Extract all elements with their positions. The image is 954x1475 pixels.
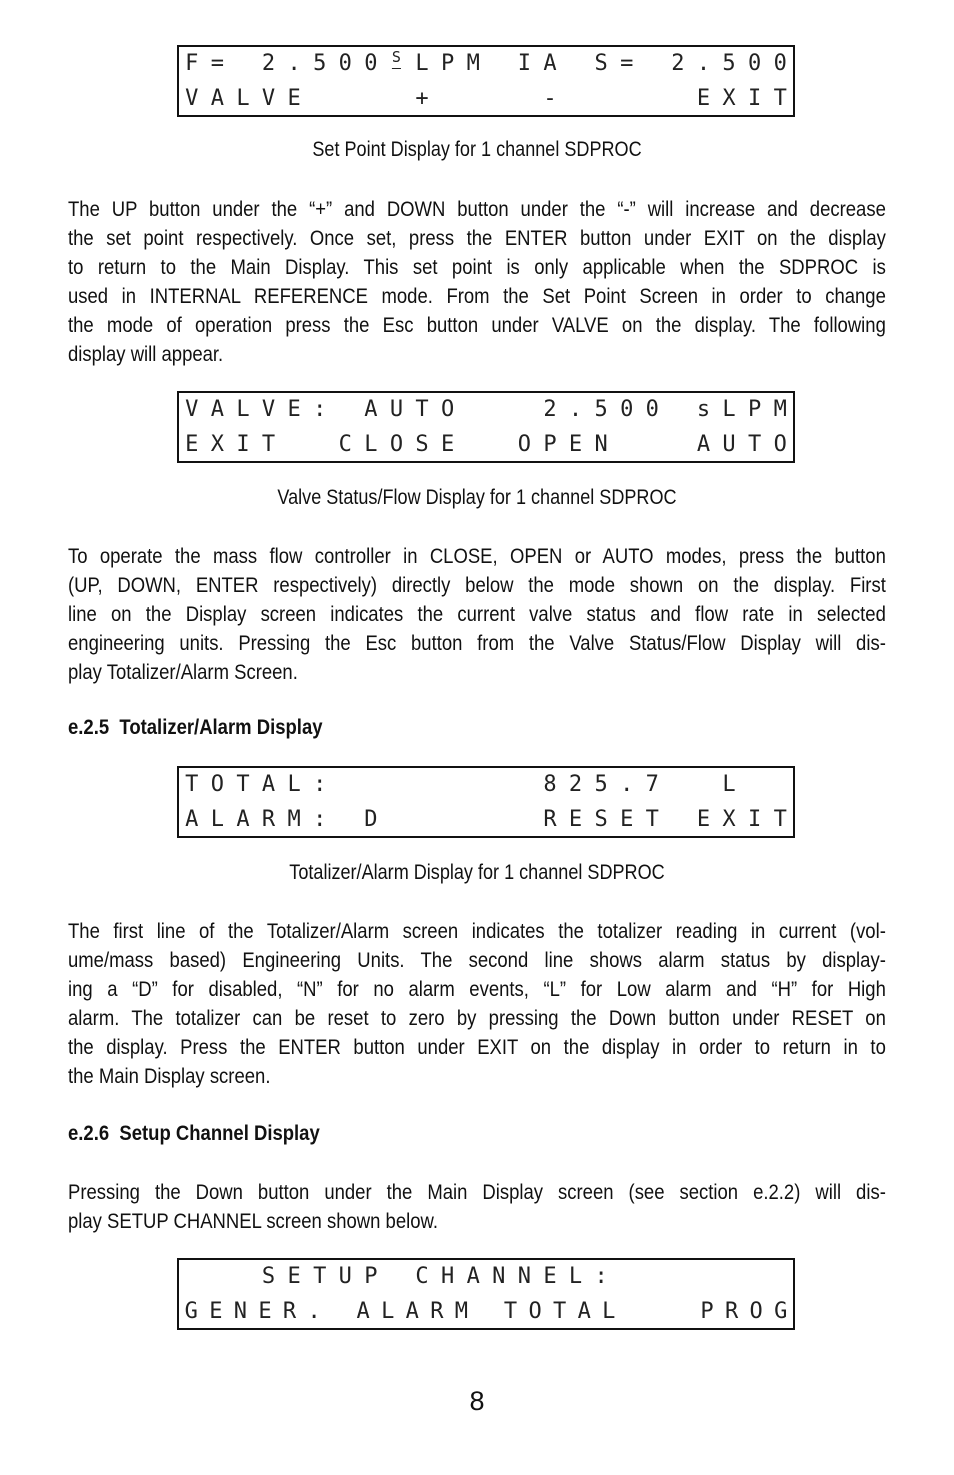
- lcd-char: -: [543, 86, 557, 111]
- lcd-char: P: [747, 397, 762, 422]
- section-heading-setup-channel: e.2.6 Setup Channel Display: [68, 1121, 320, 1145]
- lcd-char: 5: [594, 397, 608, 422]
- lcd-char: V: [261, 397, 276, 422]
- lcd-char: T: [313, 1264, 327, 1289]
- lcd-char: T: [553, 1299, 567, 1324]
- lcd-char: G: [184, 1299, 198, 1324]
- lcd-char: S: [261, 1264, 276, 1289]
- lcd-char: [665, 428, 691, 462]
- lcd-char: [691, 768, 717, 802]
- lcd-char: E: [209, 1299, 223, 1324]
- lcd-char: 2: [261, 51, 276, 76]
- lcd-row-1: [179, 1260, 793, 1294]
- lcd-char: E: [287, 1264, 301, 1289]
- lcd-char: V: [261, 86, 276, 111]
- lcd-char: [563, 82, 589, 116]
- lcd-char: R: [724, 1299, 739, 1324]
- lcd-char: 2: [543, 397, 557, 422]
- lcd-char: C: [415, 1264, 429, 1289]
- lcd-char: A: [577, 1299, 591, 1324]
- lcd-row-2: [179, 1295, 793, 1329]
- lcd-char: 8: [543, 772, 557, 797]
- lcd-char: .: [287, 51, 301, 76]
- lcd-char: [640, 428, 666, 462]
- lcd-char: [384, 768, 410, 802]
- lcd-char: =: [620, 51, 634, 76]
- lcd-char: T: [747, 432, 762, 457]
- lcd-char: .: [696, 51, 711, 76]
- lcd-char: C: [338, 432, 352, 457]
- lcd-char: E: [287, 397, 301, 422]
- lcd-char: .: [568, 397, 583, 422]
- lcd-char: E: [185, 432, 199, 457]
- lcd-row-1: [179, 393, 793, 427]
- lcd-char: L: [287, 772, 301, 797]
- lcd-char: :: [313, 807, 327, 832]
- lcd-char: [665, 393, 691, 427]
- lcd-char: D: [364, 807, 378, 832]
- lcd-char: [333, 803, 359, 837]
- lcd-char: T: [415, 397, 429, 422]
- lcd-char: H: [440, 1264, 455, 1289]
- paragraph-line: used in INTERNAL REFERENCE mode. From the Set Point Screen in order to change: [68, 284, 886, 308]
- lcd-char: [512, 393, 538, 427]
- totalizer-alarm-caption: Totalizer/Alarm Display for 1 channel SDPROC: [289, 861, 665, 884]
- lcd-char: T: [773, 807, 787, 832]
- lcd-char: P: [700, 1299, 714, 1324]
- lcd-char: S: [415, 432, 429, 457]
- lcd-char: E: [287, 86, 301, 111]
- lcd-char: [614, 82, 640, 116]
- lcd-char: L: [381, 1299, 395, 1324]
- lcd-char: 0: [338, 51, 352, 76]
- lcd-char: [409, 803, 435, 837]
- lcd-char: [409, 768, 435, 802]
- lcd-char: F: [185, 51, 199, 76]
- lcd-char: A: [356, 1299, 370, 1324]
- paragraph-line: alarm. The totalizer can be reset to zero by pressing the Down button under RESET on: [68, 1006, 886, 1030]
- lcd-char: P: [543, 432, 557, 457]
- lcd-char: T: [645, 807, 659, 832]
- lcd-char: R: [543, 807, 557, 832]
- paragraph-line: play SETUP CHANNEL screen shown below.: [68, 1209, 438, 1233]
- paragraph-line: The UP button under the “+” and DOWN button under the “-” will increase and decrease: [68, 197, 886, 221]
- lcd-char: A: [466, 1264, 480, 1289]
- lcd-char: S: [594, 807, 608, 832]
- lcd-char: s: [696, 397, 711, 422]
- set-point-caption: Set Point Display for 1 channel SDPROC: [312, 138, 642, 161]
- lcd-char: [512, 82, 538, 116]
- lcd-row-2: [179, 82, 793, 116]
- lcd-char: [665, 768, 691, 802]
- lcd-char: O: [517, 432, 531, 457]
- lcd-char: [460, 393, 486, 427]
- lcd-char: [614, 1260, 640, 1294]
- paragraph-line: To operate the mass flow controller in CLOSE, OPEN or AUTO modes, press the button: [68, 544, 886, 568]
- lcd-char: [621, 1295, 646, 1329]
- lcd-char: [486, 428, 512, 462]
- totalizer-alarm-lcd: [177, 766, 795, 838]
- lcd-char: T: [261, 432, 276, 457]
- lcd-char: [384, 82, 410, 116]
- lcd-char: [640, 82, 666, 116]
- lcd-char: L: [210, 807, 224, 832]
- lcd-char: [333, 82, 359, 116]
- lcd-row-2: [179, 803, 793, 837]
- lcd-char: [460, 768, 486, 802]
- lcd-char: [460, 82, 486, 116]
- lcd-char: U: [389, 397, 404, 422]
- paragraph-line: Pressing the Down button under the Main Display screen (see section e.2.2) will dis-: [68, 1180, 886, 1204]
- lcd-char: 5: [313, 51, 327, 76]
- lcd-char: L: [415, 51, 429, 76]
- lcd-char: S: [391, 48, 401, 66]
- lcd-char: N: [594, 432, 608, 457]
- paragraph-line: engineering units. Pressing the Esc button from the Valve Status/Flow Display will dis-: [68, 631, 886, 655]
- lcd-char: [333, 768, 359, 802]
- lcd-char: O: [389, 432, 404, 457]
- lcd-char: E: [258, 1299, 272, 1324]
- lcd-char: X: [722, 807, 736, 832]
- paragraph-line: the set point respectively. Once set, press the ENTER button under EXIT on the display: [68, 226, 886, 250]
- lcd-char: V: [185, 397, 199, 422]
- set-point-lcd: [177, 45, 795, 117]
- lcd-char: A: [405, 1299, 419, 1324]
- lcd-char: [358, 768, 384, 802]
- paragraph-line: play Totalizer/Alarm Screen.: [68, 660, 298, 684]
- lcd-char: [767, 1260, 793, 1294]
- lcd-char: [640, 47, 666, 81]
- paragraph-setup-channel: [68, 1178, 886, 1236]
- lcd-char: :: [313, 772, 327, 797]
- lcd-char: A: [364, 397, 378, 422]
- lcd-char: [460, 428, 486, 462]
- paragraph-set-point: [68, 195, 886, 369]
- lcd-char: A: [261, 772, 276, 797]
- lcd-char: 0: [620, 397, 634, 422]
- lcd-char: 5: [594, 772, 608, 797]
- paragraph-line: display will appear.: [68, 342, 224, 366]
- lcd-char: [670, 1295, 695, 1329]
- lcd-char: [307, 428, 333, 462]
- lcd-char: [742, 1260, 768, 1294]
- paragraph-line: ume/mass based) Engineering Units. The second line shows alarm status by display-: [68, 948, 886, 972]
- lcd-char: [333, 393, 359, 427]
- lcd-char: P: [364, 1264, 378, 1289]
- lcd-row-1: [179, 47, 793, 81]
- lcd-char: L: [364, 432, 378, 457]
- lcd-char: O: [440, 397, 455, 422]
- lcd-char: O: [528, 1299, 542, 1324]
- lcd-char: 0: [773, 51, 787, 76]
- lcd-char: I: [747, 86, 762, 111]
- lcd-char: P: [440, 51, 455, 76]
- paragraph-line: (UP, DOWN, ENTER respectively) directly below the mode shown on the display. First: [68, 573, 886, 597]
- lcd-char: .: [620, 772, 634, 797]
- lcd-char: E: [568, 432, 583, 457]
- lcd-char: L: [236, 397, 250, 422]
- paragraph-line: The first line of the Totalizer/Alarm screen indicates the totalizer reading in current (vol-: [68, 919, 886, 943]
- lcd-char: [281, 428, 307, 462]
- lcd-char: N: [517, 1264, 531, 1289]
- lcd-char: E: [543, 1264, 557, 1289]
- lcd-char: [716, 1260, 742, 1294]
- lcd-char: [665, 1260, 691, 1294]
- valve-status-caption: Valve Status/Flow Display for 1 channel SDPROC: [277, 486, 677, 509]
- lcd-char: I: [517, 51, 531, 76]
- lcd-char: [205, 1260, 231, 1294]
- paragraph-line: ing a “D” for disabled, “N” for no alarm events, “L” for Low alarm and “H” for High: [68, 977, 886, 1001]
- lcd-char: O: [773, 432, 787, 457]
- lcd-char: [460, 803, 486, 837]
- section-heading-totalizer: e.2.5 Totalizer/Alarm Display: [68, 715, 323, 739]
- lcd-char: T: [503, 1299, 518, 1324]
- lcd-char: [665, 82, 691, 116]
- lcd-char: N: [492, 1264, 506, 1289]
- lcd-char: V: [185, 86, 199, 111]
- lcd-char: M: [454, 1299, 469, 1324]
- lcd-char: [614, 428, 640, 462]
- lcd-char: A: [210, 397, 224, 422]
- lcd-char: [435, 82, 461, 116]
- lcd-char: X: [722, 86, 736, 111]
- lcd-char: [767, 768, 793, 802]
- lcd-char: E: [568, 807, 583, 832]
- lcd-char: A: [543, 51, 557, 76]
- lcd-char: L: [602, 1299, 616, 1324]
- paragraph-totalizer: [68, 917, 886, 1091]
- lcd-char: [563, 47, 589, 81]
- lcd-char: A: [236, 807, 250, 832]
- lcd-char: [486, 82, 512, 116]
- lcd-char: T: [236, 772, 250, 797]
- lcd-char: S: [594, 51, 608, 76]
- lcd-char: [512, 803, 538, 837]
- paragraph-valve-modes: [68, 542, 886, 687]
- lcd-char: 5: [722, 51, 736, 76]
- lcd-char: O: [749, 1299, 763, 1324]
- lcd-char: [665, 803, 691, 837]
- lcd-char: .: [307, 1299, 321, 1324]
- lcd-char: [512, 768, 538, 802]
- lcd-char: [486, 803, 512, 837]
- lcd-char: [742, 768, 768, 802]
- lcd-char: M: [773, 397, 787, 422]
- lcd-row-2: [179, 428, 793, 462]
- lcd-char: R: [282, 1299, 297, 1324]
- paragraph-line: the display. Press the ENTER button under EXIT on the display in order to return in to: [68, 1035, 886, 1059]
- lcd-char: O: [210, 772, 224, 797]
- lcd-char: [307, 82, 333, 116]
- lcd-char: L: [722, 772, 736, 797]
- lcd-char: [435, 768, 461, 802]
- lcd-char: I: [747, 807, 762, 832]
- lcd-char: [474, 1295, 499, 1329]
- lcd-char: M: [466, 51, 480, 76]
- lcd-char: A: [696, 432, 711, 457]
- paragraph-line: line on the Display screen indicates the current valve status and flow rate in selected: [68, 602, 886, 626]
- lcd-char: [384, 803, 410, 837]
- lcd-char: 0: [364, 51, 378, 76]
- lcd-char: [640, 1260, 666, 1294]
- valve-status-lcd: [177, 391, 795, 463]
- paragraph-line: to return to the Main Display. This set point is only applicable when the SDPROC is: [68, 255, 886, 279]
- lcd-char: E: [696, 807, 711, 832]
- lcd-char: +: [415, 86, 429, 111]
- lcd-char: [326, 1295, 351, 1329]
- lcd-char: A: [210, 86, 224, 111]
- lcd-char: E: [620, 807, 634, 832]
- lcd-char: [358, 82, 384, 116]
- lcd-char: [435, 803, 461, 837]
- lcd-char: G: [774, 1299, 788, 1324]
- lcd-char: T: [185, 772, 199, 797]
- lcd-char: T: [773, 86, 787, 111]
- lcd-char: [486, 47, 512, 81]
- lcd-char: 2: [671, 51, 685, 76]
- lcd-char: [486, 393, 512, 427]
- paragraph-line: the mode of operation press the Esc button under VALVE on the display. The following: [68, 313, 886, 337]
- lcd-char: E: [440, 432, 455, 457]
- lcd-char: 7: [645, 772, 659, 797]
- lcd-char: L: [236, 86, 250, 111]
- lcd-char: [691, 1260, 717, 1294]
- lcd-char: [588, 82, 614, 116]
- lcd-char: X: [210, 432, 224, 457]
- lcd-char: E: [696, 86, 711, 111]
- lcd-char: [384, 1260, 410, 1294]
- lcd-char: :: [594, 1264, 608, 1289]
- lcd-char: L: [722, 397, 736, 422]
- lcd-char: U: [722, 432, 736, 457]
- paragraph-line: the Main Display screen.: [68, 1064, 271, 1088]
- lcd-char: M: [287, 807, 301, 832]
- lcd-char: I: [236, 432, 250, 457]
- lcd-char: :: [313, 397, 327, 422]
- page-number: 8: [469, 1386, 485, 1416]
- setup-channel-lcd: [177, 1258, 795, 1330]
- lcd-char: [646, 1295, 671, 1329]
- lcd-char: A: [185, 807, 199, 832]
- lcd-char: L: [568, 1264, 583, 1289]
- lcd-char: =: [210, 51, 224, 76]
- lcd-char: 0: [645, 397, 659, 422]
- lcd-char: 0: [747, 51, 762, 76]
- lcd-char: 2: [568, 772, 583, 797]
- lcd-char: [230, 1260, 256, 1294]
- lcd-row-1: [179, 768, 793, 802]
- lcd-char: [230, 47, 256, 81]
- lcd-char: R: [430, 1299, 444, 1324]
- lcd-char: [179, 1260, 205, 1294]
- lcd-char: [486, 768, 512, 802]
- lcd-char: U: [338, 1264, 352, 1289]
- lcd-char: N: [233, 1299, 247, 1324]
- lcd-char: R: [261, 807, 276, 832]
